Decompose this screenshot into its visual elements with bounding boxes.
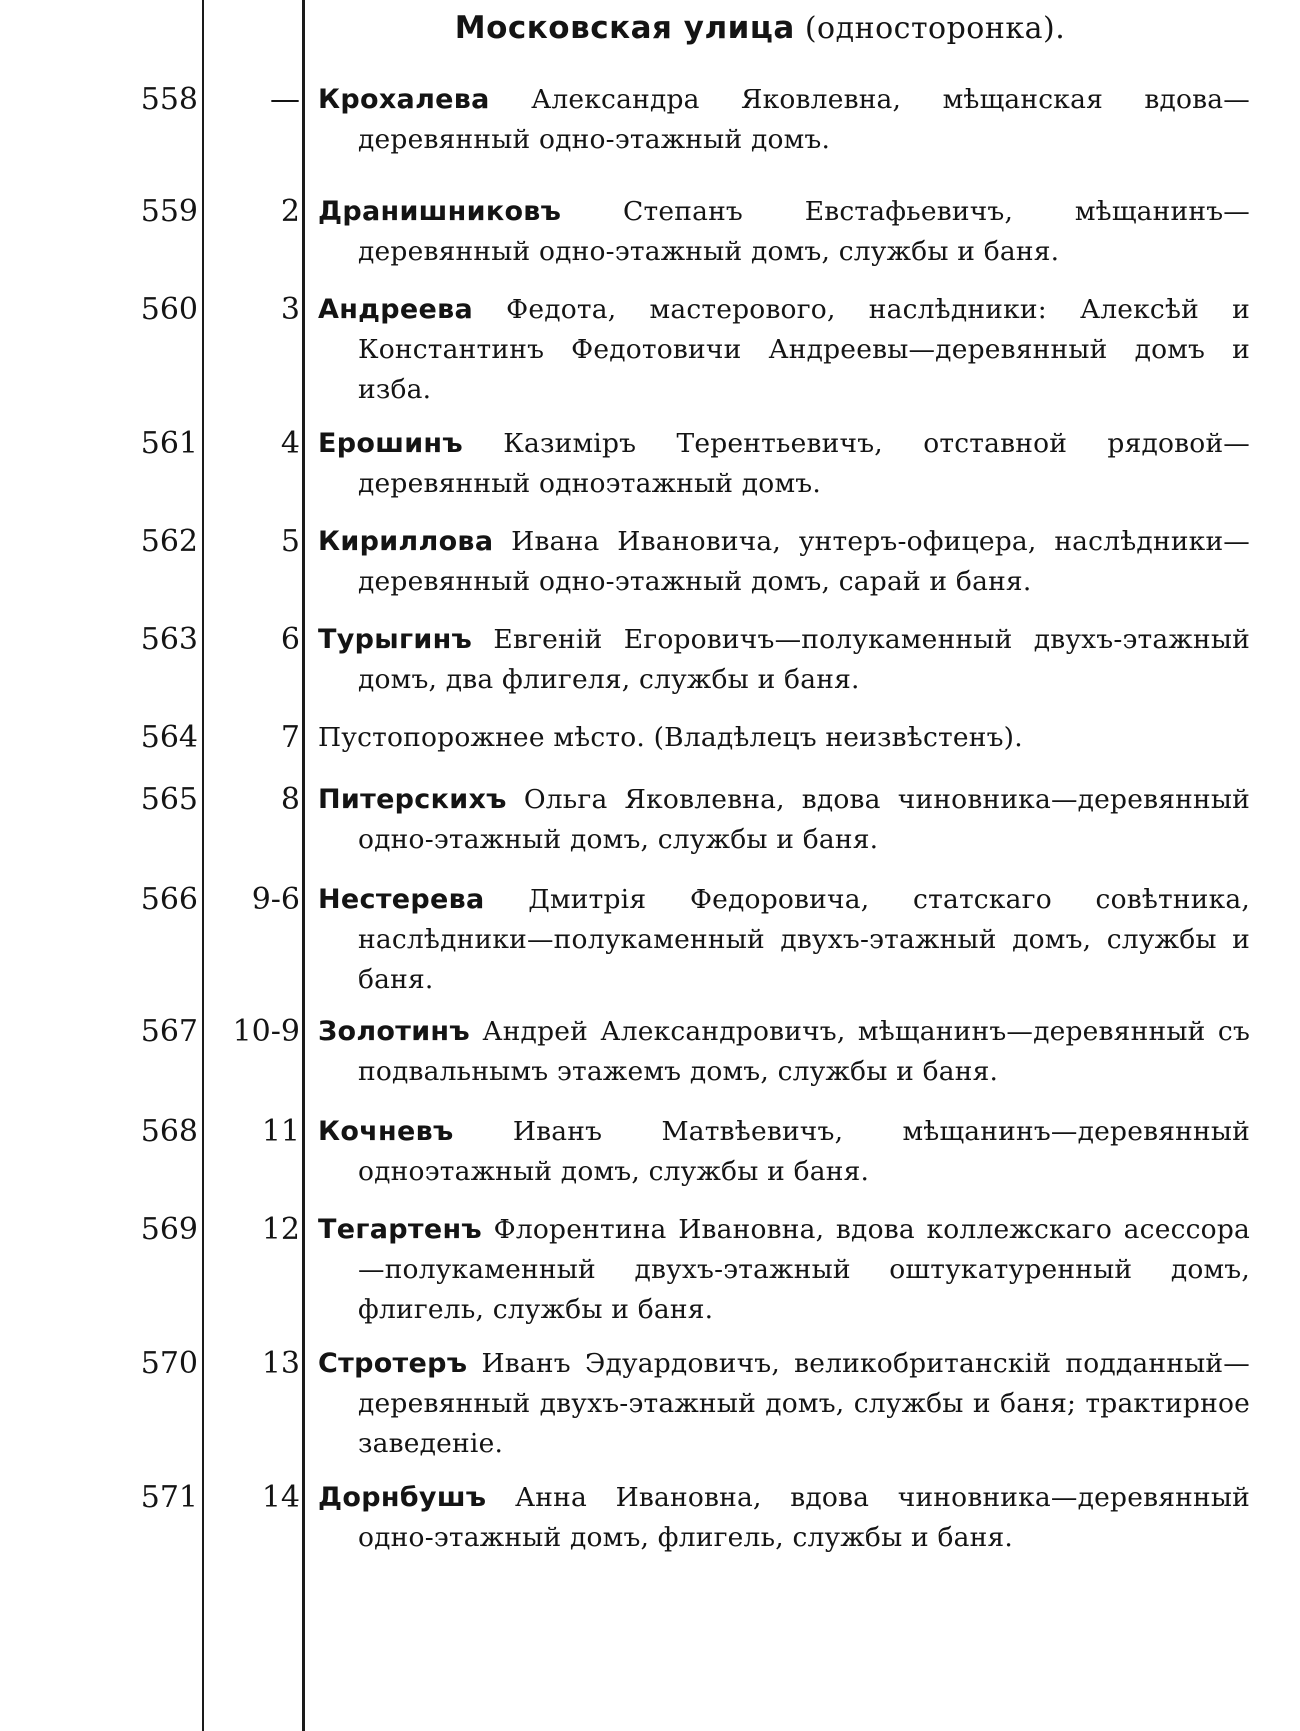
entry-text bbox=[318, 880, 1250, 1000]
house-number: 6 bbox=[280, 622, 300, 657]
entry-description: Степанъ Евстафьевичъ, мѣщанинъ—деревянный одно-этажный домъ, службы и баня. bbox=[358, 196, 1250, 267]
house-number: 7 bbox=[280, 720, 300, 755]
entry-description: Ивана Ивановича, унтеръ-офицера, наслѣдники—деревянный одно-этажный домъ, сарай и баня. bbox=[358, 526, 1251, 597]
entry-description: Анна Ивановна, вдова чиновника—деревянный одно-этажный домъ, флигель, службы и баня. bbox=[358, 1482, 1250, 1553]
column-divider-left bbox=[202, 0, 204, 1731]
house-number: 9-6 bbox=[251, 882, 300, 917]
entry-description: Флорентина Ивановна, вдова коллежскаго асессора—полукаменный двухъ-этажный оштукатуренный домъ, флигель, службы и баня. bbox=[358, 1214, 1250, 1325]
owner-name: Крохалева bbox=[318, 84, 490, 115]
entry-number: 559 bbox=[140, 194, 198, 229]
entry-number: 569 bbox=[140, 1212, 198, 1247]
entry-text bbox=[318, 620, 1250, 700]
entry-description: Иванъ Эдуардовичъ, великобританскій подданный—деревянный двухъ-этажный домъ, службы и баня; трактирное заведеніе. bbox=[358, 1348, 1250, 1459]
house-number: 8 bbox=[280, 782, 300, 817]
entry-text bbox=[318, 780, 1250, 860]
owner-name: Тегартенъ bbox=[318, 1214, 482, 1245]
entry-description: Александра Яковлевна, мѣщанская вдова—деревянный одно-этажный домъ. bbox=[358, 84, 1250, 155]
owner-name: Дорнбушъ bbox=[318, 1482, 487, 1513]
owner-name: Золотинъ bbox=[318, 1016, 470, 1047]
owner-name: Дранишниковъ bbox=[318, 196, 562, 227]
entry-text bbox=[318, 192, 1250, 272]
entry-text bbox=[318, 1112, 1250, 1192]
owner-name: Кириллова bbox=[318, 526, 494, 557]
entry-number: 567 bbox=[140, 1014, 198, 1049]
entry-number: 564 bbox=[140, 720, 198, 755]
section-heading bbox=[320, 10, 1200, 46]
house-number: 5 bbox=[280, 524, 300, 559]
owner-name: Стротеръ bbox=[318, 1348, 468, 1379]
entry-text bbox=[318, 1012, 1250, 1092]
entry-text bbox=[318, 80, 1250, 160]
entry-text bbox=[318, 522, 1250, 602]
entry-description: Дмитрія Федоровича, статскаго совѣтника, наслѣдники—полукаменный двухъ-этажный домъ, службы и баня. bbox=[358, 884, 1251, 995]
house-number: 3 bbox=[280, 292, 300, 327]
owner-name: Кочневъ bbox=[318, 1116, 454, 1147]
entry-number: 570 bbox=[140, 1346, 198, 1381]
entry-description: Казиміръ Терентьевичъ, отставной рядовой—деревянный одноэтажный домъ. bbox=[358, 428, 1251, 499]
house-number: 11 bbox=[261, 1114, 300, 1149]
entry-text bbox=[318, 718, 1250, 758]
street-note: (односторонка). bbox=[804, 11, 1066, 46]
entry-text bbox=[318, 1478, 1250, 1558]
house-number: — bbox=[270, 82, 300, 117]
entry-text bbox=[318, 1210, 1250, 1330]
owner-name: Нестерева bbox=[318, 884, 485, 915]
entry-number: 558 bbox=[140, 82, 198, 117]
owner-name: Питерскихъ bbox=[318, 784, 507, 815]
entry-description: Андрей Александровичъ, мѣщанинъ—деревянный съ подвальнымъ этажемъ домъ, службы и баня. bbox=[358, 1016, 1251, 1087]
street-name: Московская улица bbox=[454, 10, 795, 46]
entry-number: 560 bbox=[140, 292, 198, 327]
entry-number: 566 bbox=[140, 882, 198, 917]
entry-text bbox=[318, 290, 1250, 410]
entry-description: Иванъ Матвѣевичъ, мѣщанинъ—деревянный одноэтажный домъ, службы и баня. bbox=[358, 1116, 1250, 1187]
house-number: 2 bbox=[280, 194, 300, 229]
house-number: 14 bbox=[261, 1480, 300, 1515]
entry-text bbox=[318, 1344, 1250, 1464]
owner-name: Турыгинъ bbox=[318, 624, 473, 655]
entry-number: 565 bbox=[140, 782, 198, 817]
owner-name: Ерошинъ bbox=[318, 428, 463, 459]
entry-number: 561 bbox=[140, 426, 198, 461]
entry-number: 562 bbox=[140, 524, 198, 559]
entry-description: Евгеній Егоровичъ—полукаменный двухъ-этажный домъ, два флигеля, службы и баня. bbox=[358, 624, 1250, 695]
entry-number: 563 bbox=[140, 622, 198, 657]
entry-text bbox=[318, 424, 1250, 504]
entry-description: Пустопорожнее мѣсто. (Владѣлецъ неизвѣстенъ). bbox=[318, 722, 1023, 753]
entry-description: Ольга Яковлевна, вдова чиновника—деревянный одно-этажный домъ, службы и баня. bbox=[358, 784, 1251, 855]
owner-name: Андреева bbox=[318, 294, 474, 325]
entry-number: 571 bbox=[140, 1480, 198, 1515]
entry-number: 568 bbox=[140, 1114, 198, 1149]
house-number: 13 bbox=[261, 1346, 300, 1381]
entry-description: Федота, мастерового, наслѣдники: Алексѣй и Константинъ Федотовичи Андреевы—деревянный домъ и изба. bbox=[358, 294, 1250, 405]
house-number: 10-9 bbox=[232, 1014, 300, 1049]
house-number: 12 bbox=[261, 1212, 300, 1247]
column-divider-right bbox=[302, 0, 305, 1731]
house-number: 4 bbox=[280, 426, 300, 461]
